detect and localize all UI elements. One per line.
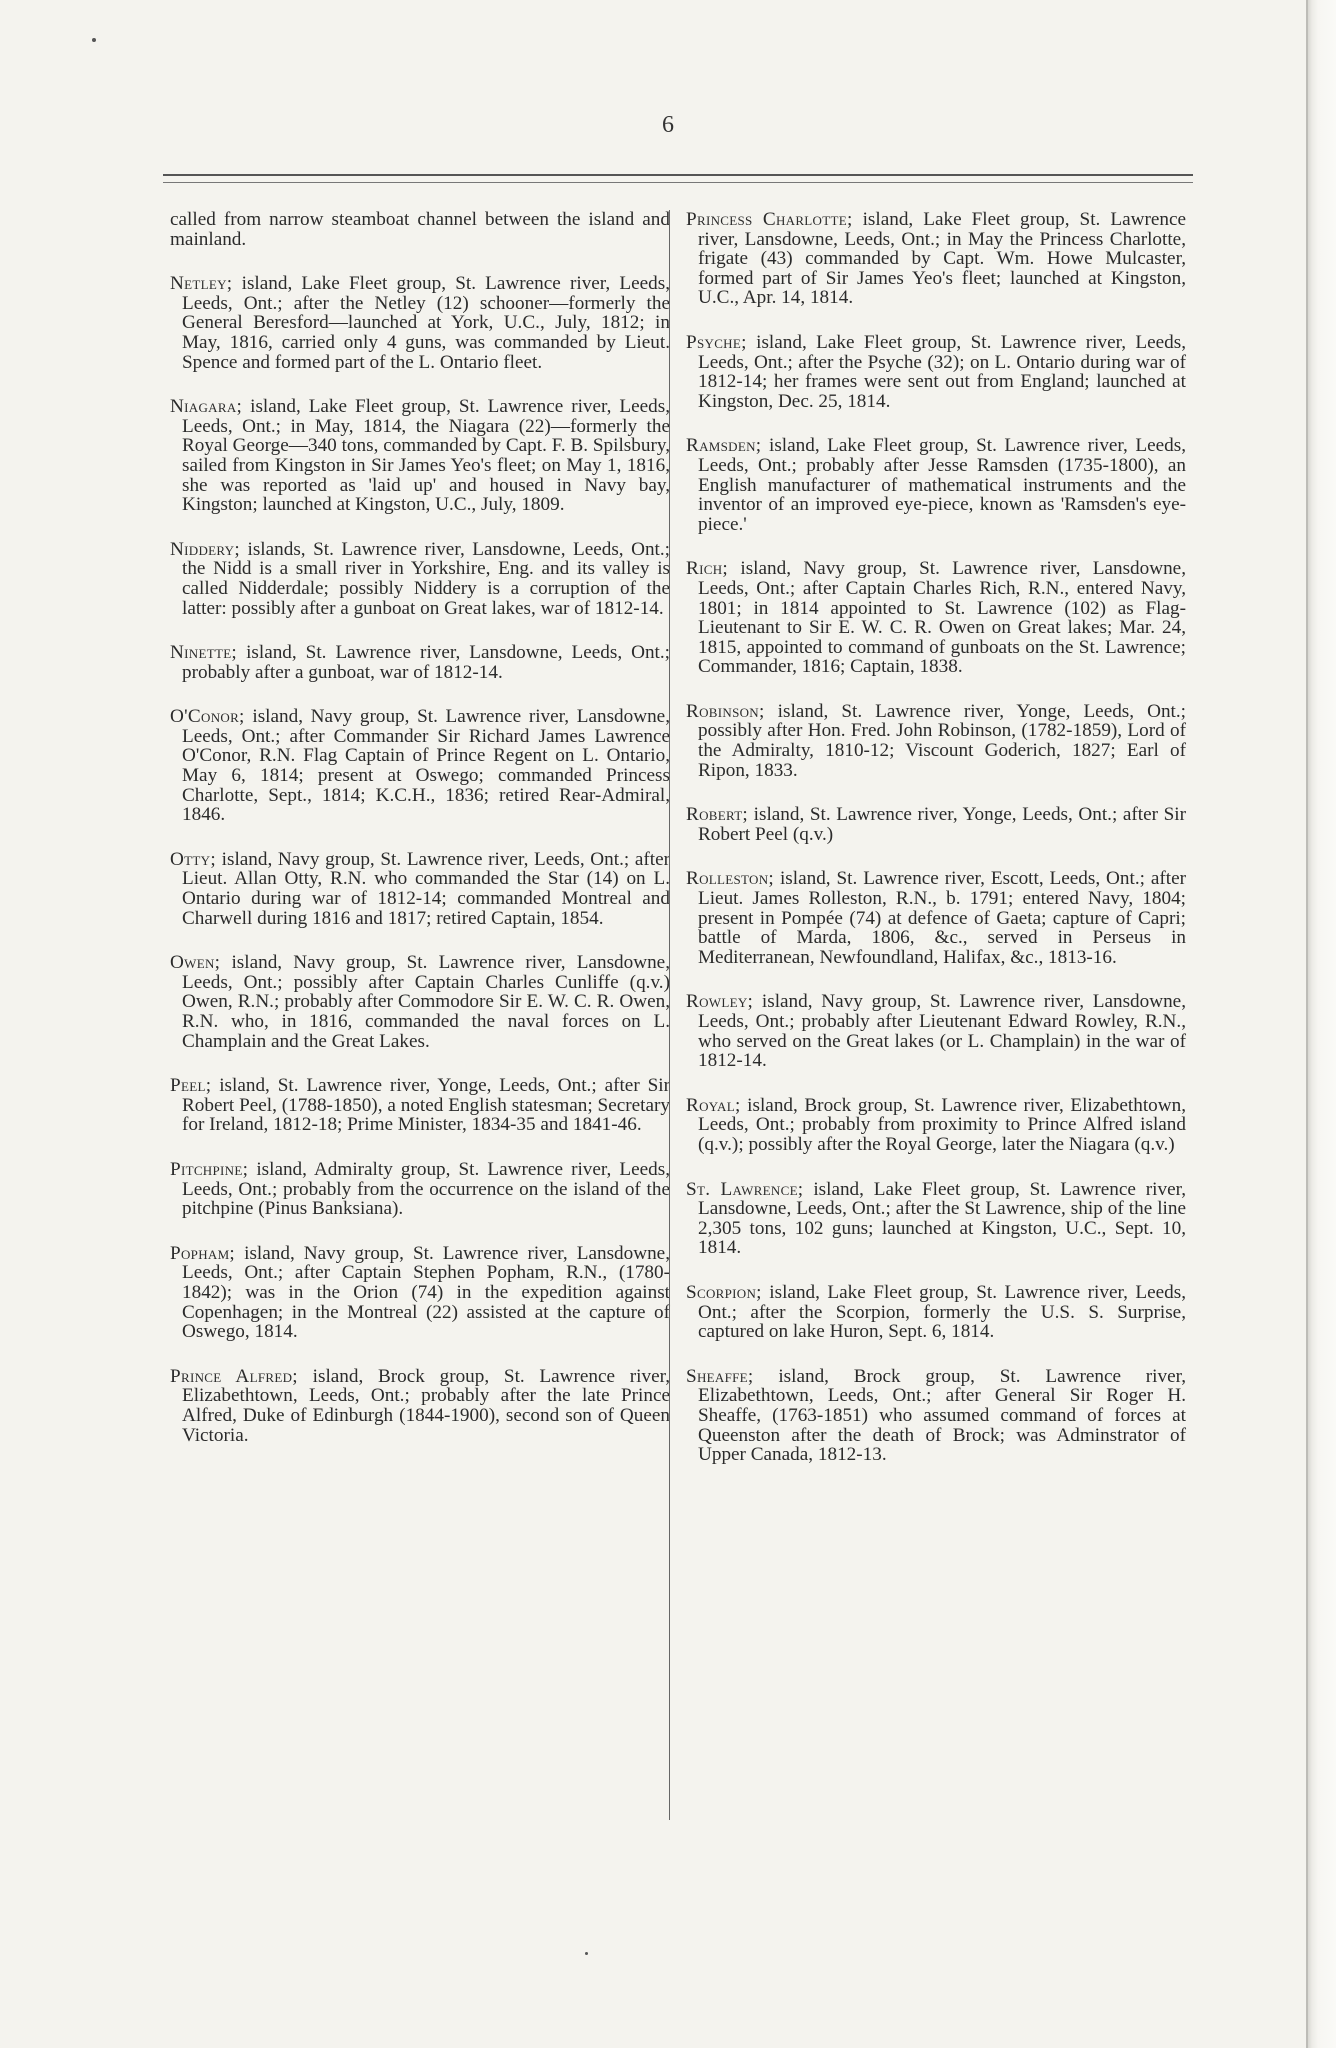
entry-text: called from narrow steamboat channel between the island and mainland. <box>170 209 670 250</box>
entry-name: Netley; <box>170 273 233 295</box>
entry-name: St. Lawrence; <box>686 1178 804 1200</box>
entry <box>686 210 1186 308</box>
entry-name: Popham; <box>170 1242 236 1264</box>
entry <box>170 1244 670 1342</box>
entry-text: islands, St. Lawrence river, Lansdowne, Leeds, Ont.; the Nidd is a small river in Yorkshire, Eng. and its valley is called Nidderdale; possibly Niddery is a corruption of the latter: possibly after a gunboat on Great lakes, war of 1812-14. <box>182 538 670 619</box>
entry-name: Owen; <box>170 952 221 974</box>
entry <box>686 1096 1186 1155</box>
entry-text: island, Navy group, St. Lawrence river, Lansdowne, Leeds, Ont.; possibly after Captain Charles Cunliffe (q.v.) Owen, R.N.; probably after Commodore Sir E. W. C. R. Owen, R.N. who, in 1816, commanded the naval forces on L. Champlain and the Great Lakes. <box>182 952 670 1052</box>
entry-text: island, Brock group, St. Lawrence river, Elizabethtown, Leeds, Ont.; probably from proximity to Prince Alfred island (q.v.); possibly after the Royal George, later the Niagara (q.v.) <box>698 1094 1186 1155</box>
entry-name: Robinson; <box>686 700 765 722</box>
entry <box>170 1076 670 1135</box>
entry-text: island, Lake Fleet group, St. Lawrence river, Leeds, Ont.; after the Scorpion, formerly the U.S. S. Surprise, captured on lake Huron, Sept. 6, 1814. <box>698 1281 1187 1343</box>
entry-name: Peel; <box>170 1075 212 1097</box>
entry-text: island, Brock group, St. Lawrence river, Elizabethtown, Leeds, Ont.; probably after the late Prince Alfred, Duke of Edinburgh (1844-1900), second son of Queen Victoria. <box>182 1365 671 1446</box>
entry <box>686 869 1186 967</box>
entry <box>686 805 1186 844</box>
paper-speck <box>585 1952 588 1955</box>
entry-name: Ninette; <box>170 642 238 664</box>
page-edge <box>1306 0 1336 2048</box>
entry <box>170 1367 670 1445</box>
entry <box>170 850 670 928</box>
entry <box>686 702 1186 780</box>
entry-name: Niagara; <box>170 396 243 418</box>
entry <box>170 707 670 825</box>
entry-text: island, Navy group, St. Lawrence river, Lansdowne, Leeds, Ont.; after Captain Charles Rich, R.N., entered Navy, 1801; in 1814 appointed to St. Lawrence (102) as Flag-Lieutenant to Sir E. W. C. R. Owen on Great lakes; Mar. 24, 1815, appointed to command of gunboats on the St. Lawrence; Commander, 1816; Captain, 1838. <box>698 558 1186 678</box>
entry-text: island, Lake Fleet group, St. Lawrence river, Leeds, Leeds, Ont.; probably after Jesse Ramsden (1735-1800), an English manufacturer of mathematical instruments and the inventor of an improved eye-piece, known as 'Ramsden's eye-piece.' <box>698 435 1186 535</box>
page-number: 6 <box>662 112 674 138</box>
entry-name: O'Conor; <box>170 706 245 728</box>
entry-name: Royal; <box>686 1094 741 1116</box>
entry <box>686 1180 1186 1258</box>
entry-name: Prince Alfred; <box>170 1365 298 1387</box>
entry-text: island, Lake Fleet group, St. Lawrence river, Leeds, Leeds, Ont.; in May, 1814, the Niagara (22)—formerly the Royal George—340 tons, commanded by Capt. F. B. Spilsbury, sailed from Kingston in Sir James Yeo's fleet; on May 1, 1816, she was reported as 'laid up' and housed in Navy bay, Kingston; launched at Kingston, U.C., July, 1809. <box>182 396 671 516</box>
entry-name: Psyche; <box>686 331 747 353</box>
entry-text: island, St. Lawrence river, Escott, Leeds, Ont.; after Lieut. James Rolleston, R.N., b. 1791; entered Navy, 1804; present in Pompée (74) at defence of Gaeta; capture of Capri; battle of Marda, 1806, &c., served in Perseus in Mediterranean, Newfoundland, Halifax, &c., 1813-16. <box>698 868 1186 968</box>
entry-text: island, Navy group, St. Lawrence river, Lansdowne, Leeds, Ont.; probably after Lieutenant Edward Rowley, R.N., who served on the Great lakes (or L. Champlain) in the war of 1812-14. <box>698 991 1186 1072</box>
entry <box>170 953 670 1051</box>
column-divider <box>669 210 670 1820</box>
header-rule <box>163 174 1193 176</box>
entry <box>170 643 670 682</box>
entry-text: island, Admiralty group, St. Lawrence river, Leeds, Leeds, Ont.; probably from the occurrence on the island of the pitchpine (Pinus Banksiana). <box>182 1158 670 1220</box>
entry-name: Niddery; <box>170 538 240 560</box>
entry <box>686 1283 1186 1342</box>
entry-text: island, Brock group, St. Lawrence river, Elizabethtown, Leeds, Ont.; after General Sir Roger H. Sheaffe, (1763-1851) who assumed command of forces at Queenston after the death of Brock; was Adminstrator of Upper Canada, 1812-13. <box>698 1365 1187 1466</box>
entry <box>686 992 1186 1070</box>
entry-name: Princess Charlotte; <box>686 209 853 230</box>
entry-text: island, Lake Fleet group, St. Lawrence river, Leeds, Leeds, Ont.; after the Netley (12) schooner—formerly the General Beresford—launched at York, U.C., July, 1812; in May, 1816, carried only 4 guns, was commanded by Lieut. Spence and formed part of the L. Ontario fleet. <box>182 273 671 373</box>
entry-name: Rowley; <box>686 991 754 1013</box>
entry-text: island, Lake Fleet group, St. Lawrence river, Lansdowne, Leeds, Ont.; in May the Princess Charlotte, frigate (43) commanded by Capt. Wm. Howe Mulcaster, formed part of Sir James Yeo's fleet; launched at Kingston, U.C., Apr. 14, 1814. <box>698 209 1186 309</box>
entry <box>170 1160 670 1219</box>
entry-name: Scorpion; <box>686 1281 762 1303</box>
right-column <box>686 210 1186 1490</box>
entry-name: Sheaffe; <box>686 1365 754 1387</box>
entry <box>686 559 1186 677</box>
entry-text: island, Navy group, St. Lawrence river, Leeds, Ont.; after Lieut. Allan Otty, R.N. who commanded the Star (14) on L. Ontario during war of 1812-14; commanded Montreal and Charwell during 1816 and 1817; retired Captain, 1854. <box>182 848 671 929</box>
entry <box>686 333 1186 411</box>
entry <box>686 436 1186 534</box>
entry-name: Rolleston; <box>686 868 775 890</box>
entry <box>170 210 670 249</box>
entry-name: Pitchpine; <box>170 1158 249 1180</box>
entry-text: island, Navy group, St. Lawrence river, Lansdowne, Leeds, Ont.; after Commander Sir Richard James Lawrence O'Conor, R.N. Flag Captain of Prince Regent on L. Ontario, May 6, 1814; present at Oswego; commanded Princess Charlotte, Sept., 1814; K.C.H., 1836; retired Rear-Admiral, 1846. <box>182 706 670 826</box>
entry-text: island, Lake Fleet group, St. Lawrence river, Lansdowne, Leeds, Ont.; after the St Lawrence, ship of the line 2,305 tons, 102 guns; launched at Kingston, U.C., Sept. 10, 1814. <box>698 1178 1187 1259</box>
entry-name: Otty; <box>170 848 216 870</box>
entry <box>170 540 670 618</box>
entry-text: island, St. Lawrence river, Yonge, Leeds, Ont.; possibly after Hon. Fred. John Robinson, (1782-1859), Lord of the Admiralty, 1810-12; Viscount Goderich, 1827; Earl of Ripon, 1833. <box>698 700 1187 781</box>
header-rule-thin <box>163 182 1193 183</box>
entry-name: Robert; <box>686 804 749 826</box>
entry-name: Ramsden; <box>686 435 762 457</box>
entry <box>170 397 670 515</box>
entry <box>170 274 670 372</box>
paper-speck <box>92 38 96 42</box>
entry <box>686 1367 1186 1465</box>
entry-text: island, St. Lawrence river, Yonge, Leeds, Ont.; after Sir Robert Peel (q.v.) <box>698 804 1186 845</box>
entry-name: Rich; <box>686 558 729 580</box>
entry-text: island, St. Lawrence river, Lansdowne, Leeds, Ont.; probably after a gunboat, war of 1812-14. <box>182 642 670 683</box>
entry-text: island, Navy group, St. Lawrence river, Lansdowne, Leeds, Ont.; after Captain Stephen Popham, R.N., (1780-1842); was in the Orion (74) in the expedition against Copenhagen; in the Montreal (22) assisted at the capture of Oswego, 1814. <box>182 1242 670 1343</box>
entry-text: island, St. Lawrence river, Yonge, Leeds, Ont.; after Sir Robert Peel, (1788-1850), a noted English statesman; Secretary for Ireland, 1812-18; Prime Minister, 1834-35 and 1841-46. <box>182 1075 670 1136</box>
left-column <box>170 210 670 1470</box>
entry-text: island, Lake Fleet group, St. Lawrence river, Leeds, Leeds, Ont.; after the Psyche (32); on L. Ontario during war of 1812-14; her frames were sent out from England; launched at Kingston, Dec. 25, 1814. <box>698 331 1187 412</box>
